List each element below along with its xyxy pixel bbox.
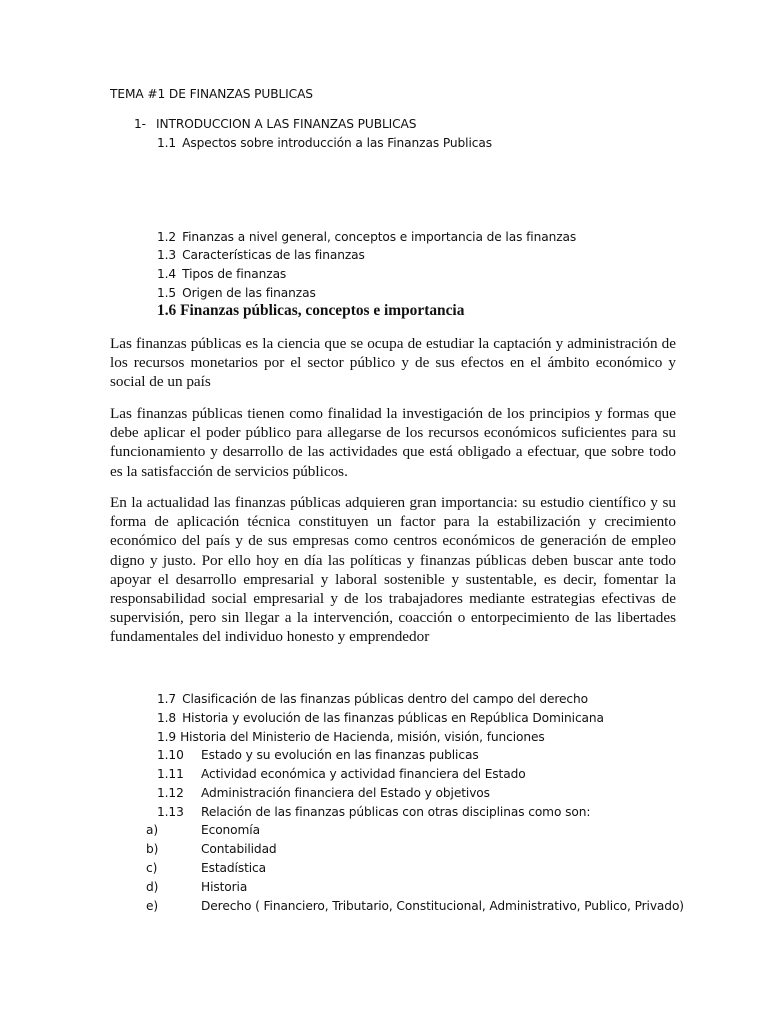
subsection-number: 1.12 [157,786,184,800]
discipline-text: Economía [201,823,260,837]
subsection-number: 1.5 [157,286,177,300]
subsection-number: 1.10 [157,748,184,762]
subsection-1-4 [157,267,286,281]
subsection-heading-1-6: 1.6 Finanzas públicas, conceptos e importancia [157,302,465,319]
section-title: INTRODUCCION A LAS FINANZAS PUBLICAS [156,117,417,131]
subsection-text: Historia del Ministerio de Hacienda, misión, visión, funciones [180,730,545,744]
subsection-number: 1.1 [157,136,177,150]
subsection-text: Actividad económica y actividad financiera del Estado [201,767,526,781]
subsection-1-12 [157,786,490,800]
discipline-letter: b) [146,842,159,856]
discipline-text: Contabilidad [201,842,277,856]
discipline-item-economia [146,823,260,837]
discipline-item-estadistica [146,861,266,875]
discipline-letter: e) [146,899,159,913]
paragraph-importance: En la actualidad las finanzas públicas adquieren gran importancia: su estudio científico y su forma de aplicación técnica constituyen un factor para la estabilización y crecimiento económico del país y de sus empresas como centros económicos de generación de empleo digno y justo. Por ello hoy en día las políticas y finanzas públicas deben buscar ante todo apoyar el desarrollo empresarial y laboral sostenible y sustentable, es decir, fomentar la responsabilidad social empresarial y de los trabajadores mediante estrategias efectivas de supervisión, pero sin llegar a la intervención, coacción o entorpecimiento de las libertades fundamentales del individuo honesto y emprendedor [110,494,676,646]
discipline-letter: d) [146,880,159,894]
subsection-1-1 [157,136,492,150]
subsection-text: Relación de las finanzas públicas con otras disciplinas como son: [201,805,591,819]
document-title: TEMA #1 DE FINANZAS PUBLICAS [110,87,313,101]
subsection-1-9 [157,730,545,744]
subsection-number: 1.13 [157,805,184,819]
subsection-1-13 [157,805,590,819]
subsection-number: 1.11 [157,767,184,781]
subsection-number: 1.4 [157,267,177,281]
subsection-1-8 [157,711,604,725]
discipline-item-derecho [146,899,684,913]
subsection-number: 1.8 [157,711,177,725]
subsection-text: Características de las finanzas [182,248,365,262]
subsection-1-2 [157,230,576,244]
discipline-text: Estadística [201,861,267,875]
discipline-letter: a) [146,823,159,837]
subsection-1-11 [157,767,526,781]
subsection-text: Historia y evolución de las finanzas públicas en República Dominicana [182,711,604,725]
discipline-text: Derecho ( Financiero, Tributario, Constitucional, Administrativo, Publico, Privado) [201,899,684,913]
discipline-text: Historia [201,880,248,894]
subsection-number: 1.3 [157,248,177,262]
subsection-text: Finanzas a nivel general, conceptos e importancia de las finanzas [182,230,577,244]
section-heading-1 [134,117,416,131]
subsection-text: Tipos de finanzas [182,267,287,281]
subsection-text: Clasificación de las finanzas públicas dentro del campo del derecho [182,692,588,706]
section-number: 1- [134,117,146,131]
subsection-1-5 [157,286,316,300]
discipline-item-historia [146,880,247,894]
subsection-text: Aspectos sobre introducción a las Finanzas Publicas [182,136,492,150]
subsection-text: Origen de las finanzas [182,286,316,300]
discipline-letter: c) [146,861,158,875]
paragraph-purpose: Las finanzas públicas tienen como finalidad la investigación de los principios y formas que debe aplicar el poder público para allegarse de los recursos económicos suficientes para su funcionamiento y desarrollo de las actividades que está obligado a efectuar, que sobre todo es la satisfacción de servicios públicos. [110,405,676,480]
subsection-number: 1.9 [157,730,177,744]
paragraph-definition: Las finanzas públicas es la ciencia que se ocupa de estudiar la captación y administración de los recursos monetarios por el sector público y de sus efectos en el ámbito económico y social de un país [110,335,676,391]
subsection-number: 1.2 [157,230,177,244]
discipline-item-contabilidad [146,842,277,856]
subsection-number: 1.7 [157,692,177,706]
subsection-text: Estado y su evolución en las finanzas publicas [201,748,479,762]
subsection-1-3 [157,248,365,262]
subsection-1-7 [157,692,588,706]
subsection-1-10 [157,748,479,762]
subsection-text: Administración financiera del Estado y objetivos [201,786,490,800]
